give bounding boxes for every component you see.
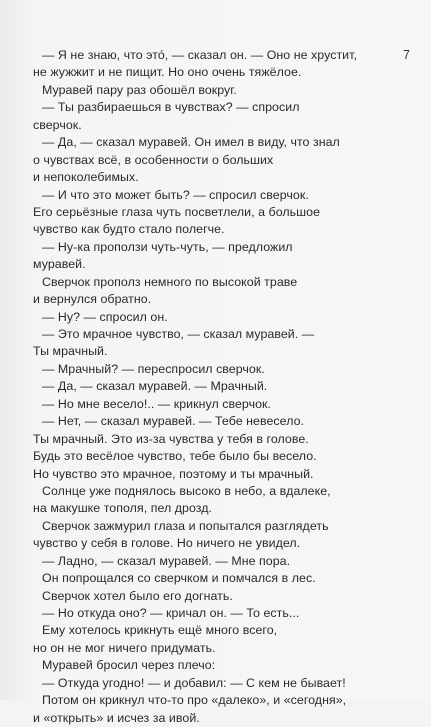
text-line: — Мрачный? — переспросил сверчок.: [42, 361, 265, 376]
text-line: на макушке тополя, пел дрозд.: [33, 501, 213, 516]
text-line: Его серьёзные глаза чуть посветлели, а большое: [33, 204, 321, 219]
text-line: и непоколебимых.: [33, 170, 139, 185]
text-line: Ты мрачный. Это из-за чувства у тебя в голове.: [33, 431, 309, 446]
text-line: Сверчок зажмурил глаза и попытался разглядеть: [42, 518, 329, 533]
text-line: — Но мне весело!.. — крикнул сверчок.: [42, 396, 271, 411]
text-line: — Да, — сказал муравей. — Мрачный.: [42, 379, 268, 394]
text-line: Муравей пару раз обошёл вокруг.: [42, 82, 237, 97]
text-line: муравей.: [33, 257, 86, 272]
text-line: — Да, — сказал муравей. Он имел в виду, что знал: [42, 135, 340, 150]
text-line: Ему хотелось крикнуть ещё много всего,: [42, 623, 278, 638]
text-line: не жужжит и не пищит. Но оно очень тяжёлое.: [33, 65, 302, 80]
text-line: но он не мог ничего придумать.: [33, 640, 216, 655]
text-line: Солнце уже поднялось высоко в небо, а вдалеке,: [42, 483, 331, 498]
text-line: чувство как будто стало полегче.: [33, 222, 225, 237]
body-text: [33, 47, 413, 727]
text-line: — Ну-ка проползи чуть-чуть, — предложил: [42, 239, 293, 254]
page-number: 7: [403, 48, 410, 62]
text-line: — Но откуда оно? — кричал он. — То есть...: [42, 606, 300, 620]
text-line: — Ну? — спросил он.: [42, 309, 168, 324]
text-line: — Нет, — сказал муравей. — Тебе невесело.: [42, 414, 305, 429]
text-line: — Ты разбираешься в чувствах? — спросил: [42, 100, 300, 115]
text-line: чувство у себя в голове. Но ничего не увидел.: [33, 536, 301, 551]
text-line: о чувствах всё, в особенности о больших: [33, 152, 274, 167]
text-line: сверчок.: [33, 117, 82, 132]
text-line: — И что это может быть? — спросил сверчок.: [42, 187, 309, 202]
text-line: Но чувство это мрачное, поэтому и ты мрачный.: [33, 466, 314, 481]
text-line: — Откуда угодно! — и добавил: — С кем не бывает!: [42, 675, 346, 690]
text-line: и «открыть» и исчез за ивой.: [33, 710, 200, 725]
text-line: Сверчок хотел было его догнать.: [42, 588, 233, 603]
text-line: — Ладно, — сказал муравей. — Мне пора.: [42, 553, 291, 568]
text-line: Муравей бросил через плечо:: [42, 658, 216, 673]
text-line: Сверчок прополз немного по высокой траве: [42, 274, 298, 289]
text-line: Он попрощался со сверчком и помчался в лес.: [42, 571, 316, 586]
text-line: Будь это весёлое чувство, тебе было бы весело.: [33, 449, 317, 464]
text-line: и вернулся обратно.: [33, 292, 152, 307]
text-line: Ты мрачный.: [33, 344, 108, 359]
text-line: — Это мрачное чувство, — сказал муравей. —: [42, 327, 315, 341]
text-line: — Я не знаю, что это́, — сказал он. — Оно не хрустит,: [42, 48, 357, 62]
text-line: Потом он крикнул что-то про «далеко», и «сегодня»,: [42, 693, 347, 708]
